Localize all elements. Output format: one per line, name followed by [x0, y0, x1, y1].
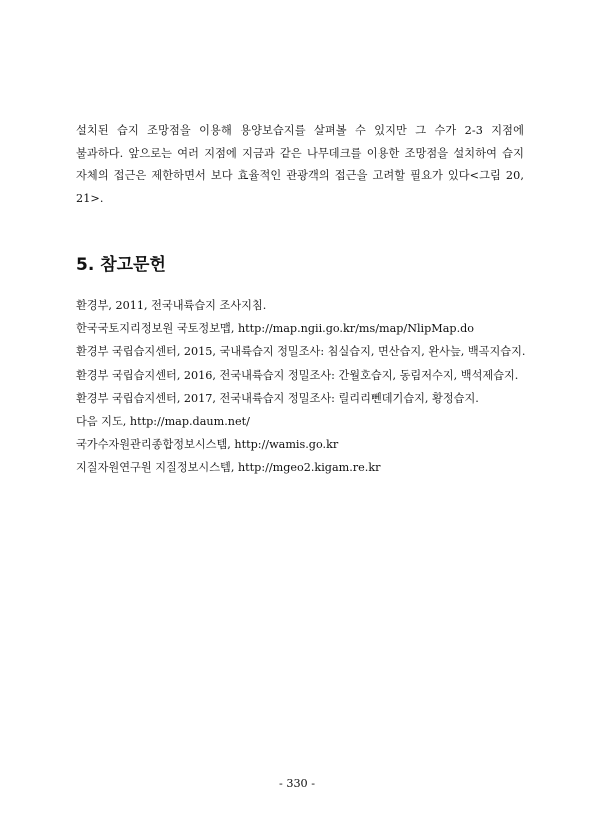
reference-item: 환경부 국립습지센터, 2015, 국내륙습지 정밀조사: 침실습지, 면산습지, 완사늪, 백곡지습지. — [76, 345, 526, 359]
body-paragraph — [76, 120, 524, 210]
reference-list — [76, 294, 546, 480]
reference-item: 지질자원연구원 지질정보시스템, http://mgeo2.kigam.re.kr — [76, 461, 381, 475]
section-heading: 5. 참고문헌 — [76, 255, 166, 275]
paragraph-line: 불과하다. 앞으로는 여러 지점에 지금과 같은 나무데크를 이용한 조망점을 설치하여 습지 — [76, 146, 524, 160]
paragraph-line: 자체의 접근은 제한하면서 보다 효율적인 관광객의 접근을 고려할 필요가 있다<그림 20, — [76, 169, 524, 182]
paragraph-line: 21>. — [76, 191, 104, 205]
reference-item: 환경부, 2011, 전국내륙습지 조사지침. — [76, 299, 267, 312]
reference-item: 국가수자원관리종합정보시스템, http://wamis.go.kr — [76, 438, 339, 452]
reference-item: 환경부 국립습지센터, 2017, 전국내륙습지 정밀조사: 릴리리뻰데기습지, 황정습지. — [76, 391, 479, 405]
page-number: - 330 - — [278, 777, 316, 790]
reference-item: 환경부 국립습지센터, 2016, 전국내륙습지 정밀조사: 간월호습지, 동림저수지, 백석제습지. — [76, 368, 519, 382]
reference-item: 한국국토지리정보원 국토정보맵, http://map.ngii.go.kr/ms/map/NlipMap.do — [76, 322, 475, 336]
reference-item: 다음 지도, http://map.daum.net/ — [76, 415, 250, 429]
paragraph-line: 설치된 습지 조망점을 이용해 용양보습지를 살펴볼 수 있지만 그 수가 2-3 지점에 — [76, 124, 524, 137]
